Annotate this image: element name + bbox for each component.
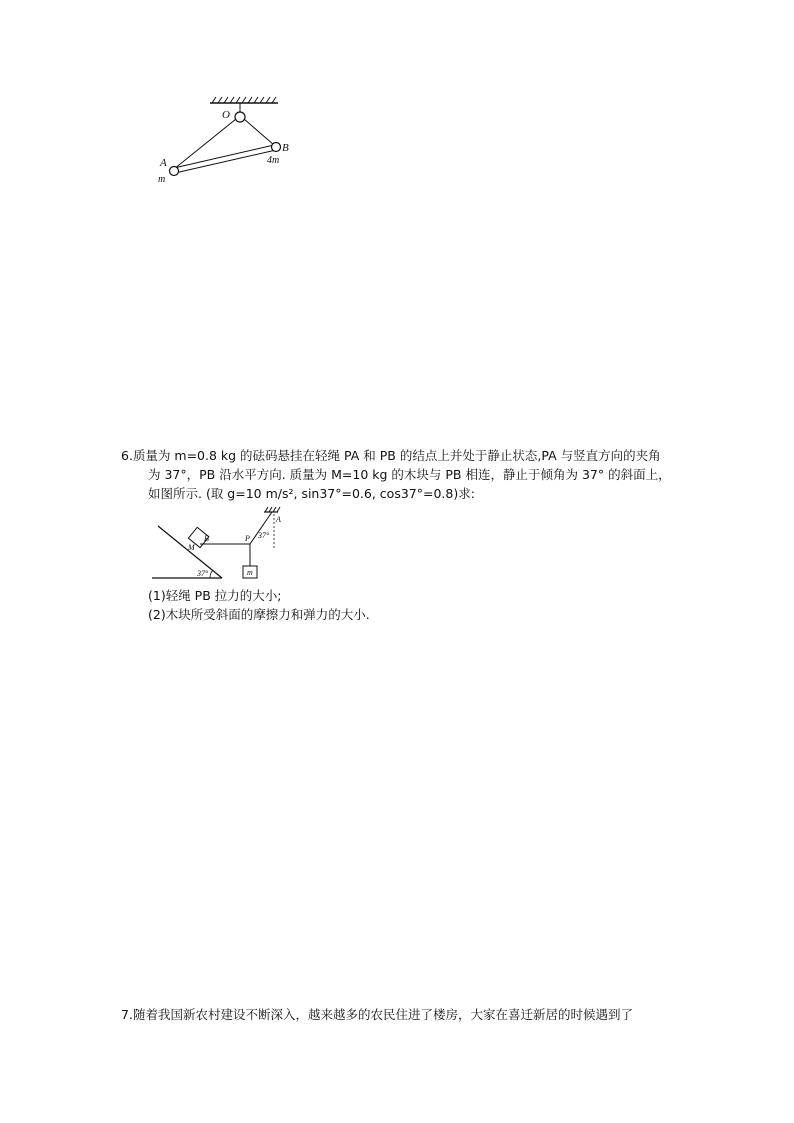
label-angle-bottom: 37° xyxy=(197,569,209,578)
figure-incline-knot xyxy=(150,504,310,584)
question-6-line-1: 6.质量为 m=0.8 kg 的砝码悬挂在轻绳 PA 和 PB 的结点上并处于静止状态,PA 与竖直方向的夹角 xyxy=(121,448,661,463)
ceiling-hatch xyxy=(212,97,276,103)
ball-b xyxy=(272,143,281,152)
figure-rod-pulley xyxy=(150,95,300,190)
label-b: B xyxy=(282,142,289,154)
label-mass: m xyxy=(247,568,253,577)
question-6-sub-1: (1)轻绳 PB 拉力的大小; xyxy=(148,588,282,603)
question-6-line-2: 为 37°，PB 沿水平方向. 质量为 M=10 kg 的木块与 PB 相连，静止于倾角为 37° 的斜面上， xyxy=(148,467,671,482)
label-p: P xyxy=(245,534,250,543)
label-b: B xyxy=(204,534,209,543)
question-6-number: 6. xyxy=(121,448,133,463)
label-a: A xyxy=(276,515,281,524)
ball-a xyxy=(170,167,179,176)
string-ob xyxy=(244,119,274,145)
question-6-line-3: 如图所示. (取 g=10 m/s², sin37°=0.6, cos37°=0.8)求: xyxy=(148,486,475,501)
question-6-sub-2: (2)木块所受斜面的摩擦力和弹力的大小. xyxy=(148,607,370,622)
label-mass-b: 4m xyxy=(267,155,280,166)
label-a: A xyxy=(160,157,167,169)
label-mass-a: m xyxy=(158,174,166,185)
label-angle-top: 37° xyxy=(258,531,270,540)
label-block-m: M xyxy=(188,543,195,552)
label-o: O xyxy=(222,109,230,121)
pulley-o xyxy=(235,112,245,122)
question-7-line-1: 7.随着我国新农村建设不断深入，越来越多的农民住进了楼房，大家在喜迁新居的时候遇到了 xyxy=(121,1007,633,1022)
question-7-number: 7. xyxy=(121,1007,133,1022)
